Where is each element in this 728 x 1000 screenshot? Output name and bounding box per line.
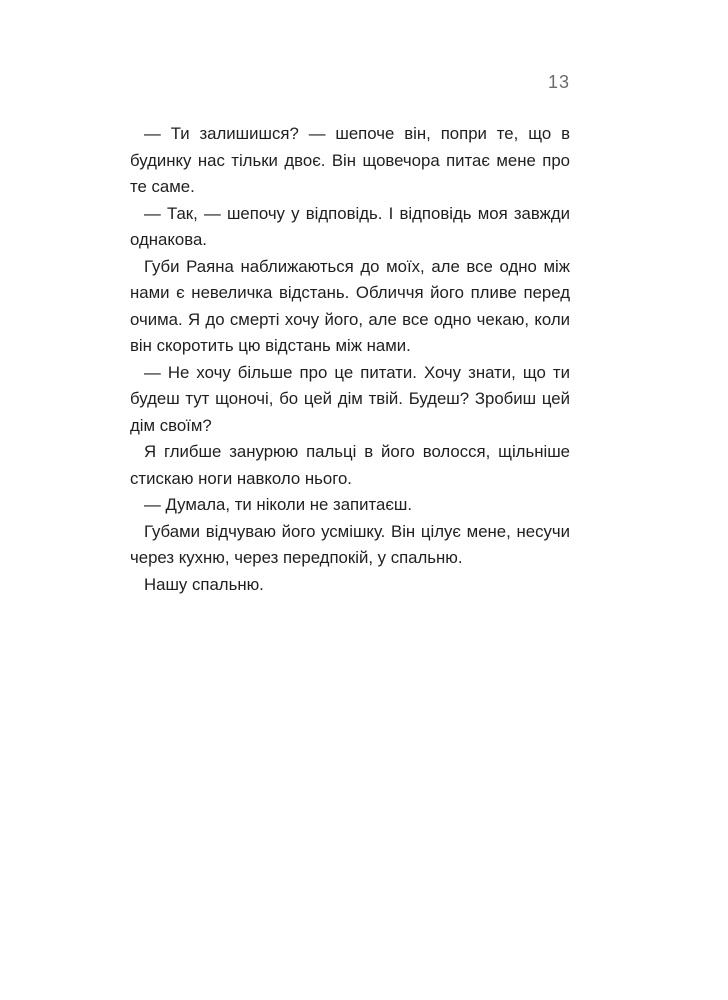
body-text bbox=[130, 121, 570, 598]
paragraph: Губами відчуваю його усмішку. Він цілує мене, несучи через кухню, через передпокій, у спальню. bbox=[130, 521, 570, 567]
paragraph: Губи Раяна наближаються до моїх, але все одно між нами є невеличка відстань. Обличчя його пливе перед очима. Я до смерті хочу його, але все одно чекаю, коли він скоротить цю відстань між нами. bbox=[130, 256, 570, 355]
page-number: 13 bbox=[547, 72, 570, 92]
paragraph: — Думала, ти ніколи не запитаєш. bbox=[144, 495, 413, 514]
paragraph: Нашу спальню. bbox=[144, 574, 264, 594]
paragraph: — Так, — шепочу у відповідь. І відповідь моя завжди однакова. bbox=[130, 203, 570, 249]
paragraph: — Ти залишишся? — шепоче він, попри те, що в будинку нас тільки двоє. Він щовечора питає мене про те саме. bbox=[130, 124, 570, 196]
paragraph: — Не хочу більше про це питати. Хочу знати, що ти будеш тут щоночі, бо цей дім твій. Будеш? Зробиш цей дім своїм? bbox=[130, 362, 570, 435]
paragraph: Я глибше занурюю пальці в його волосся, щільніше стискаю ноги навколо нього. bbox=[130, 442, 570, 488]
